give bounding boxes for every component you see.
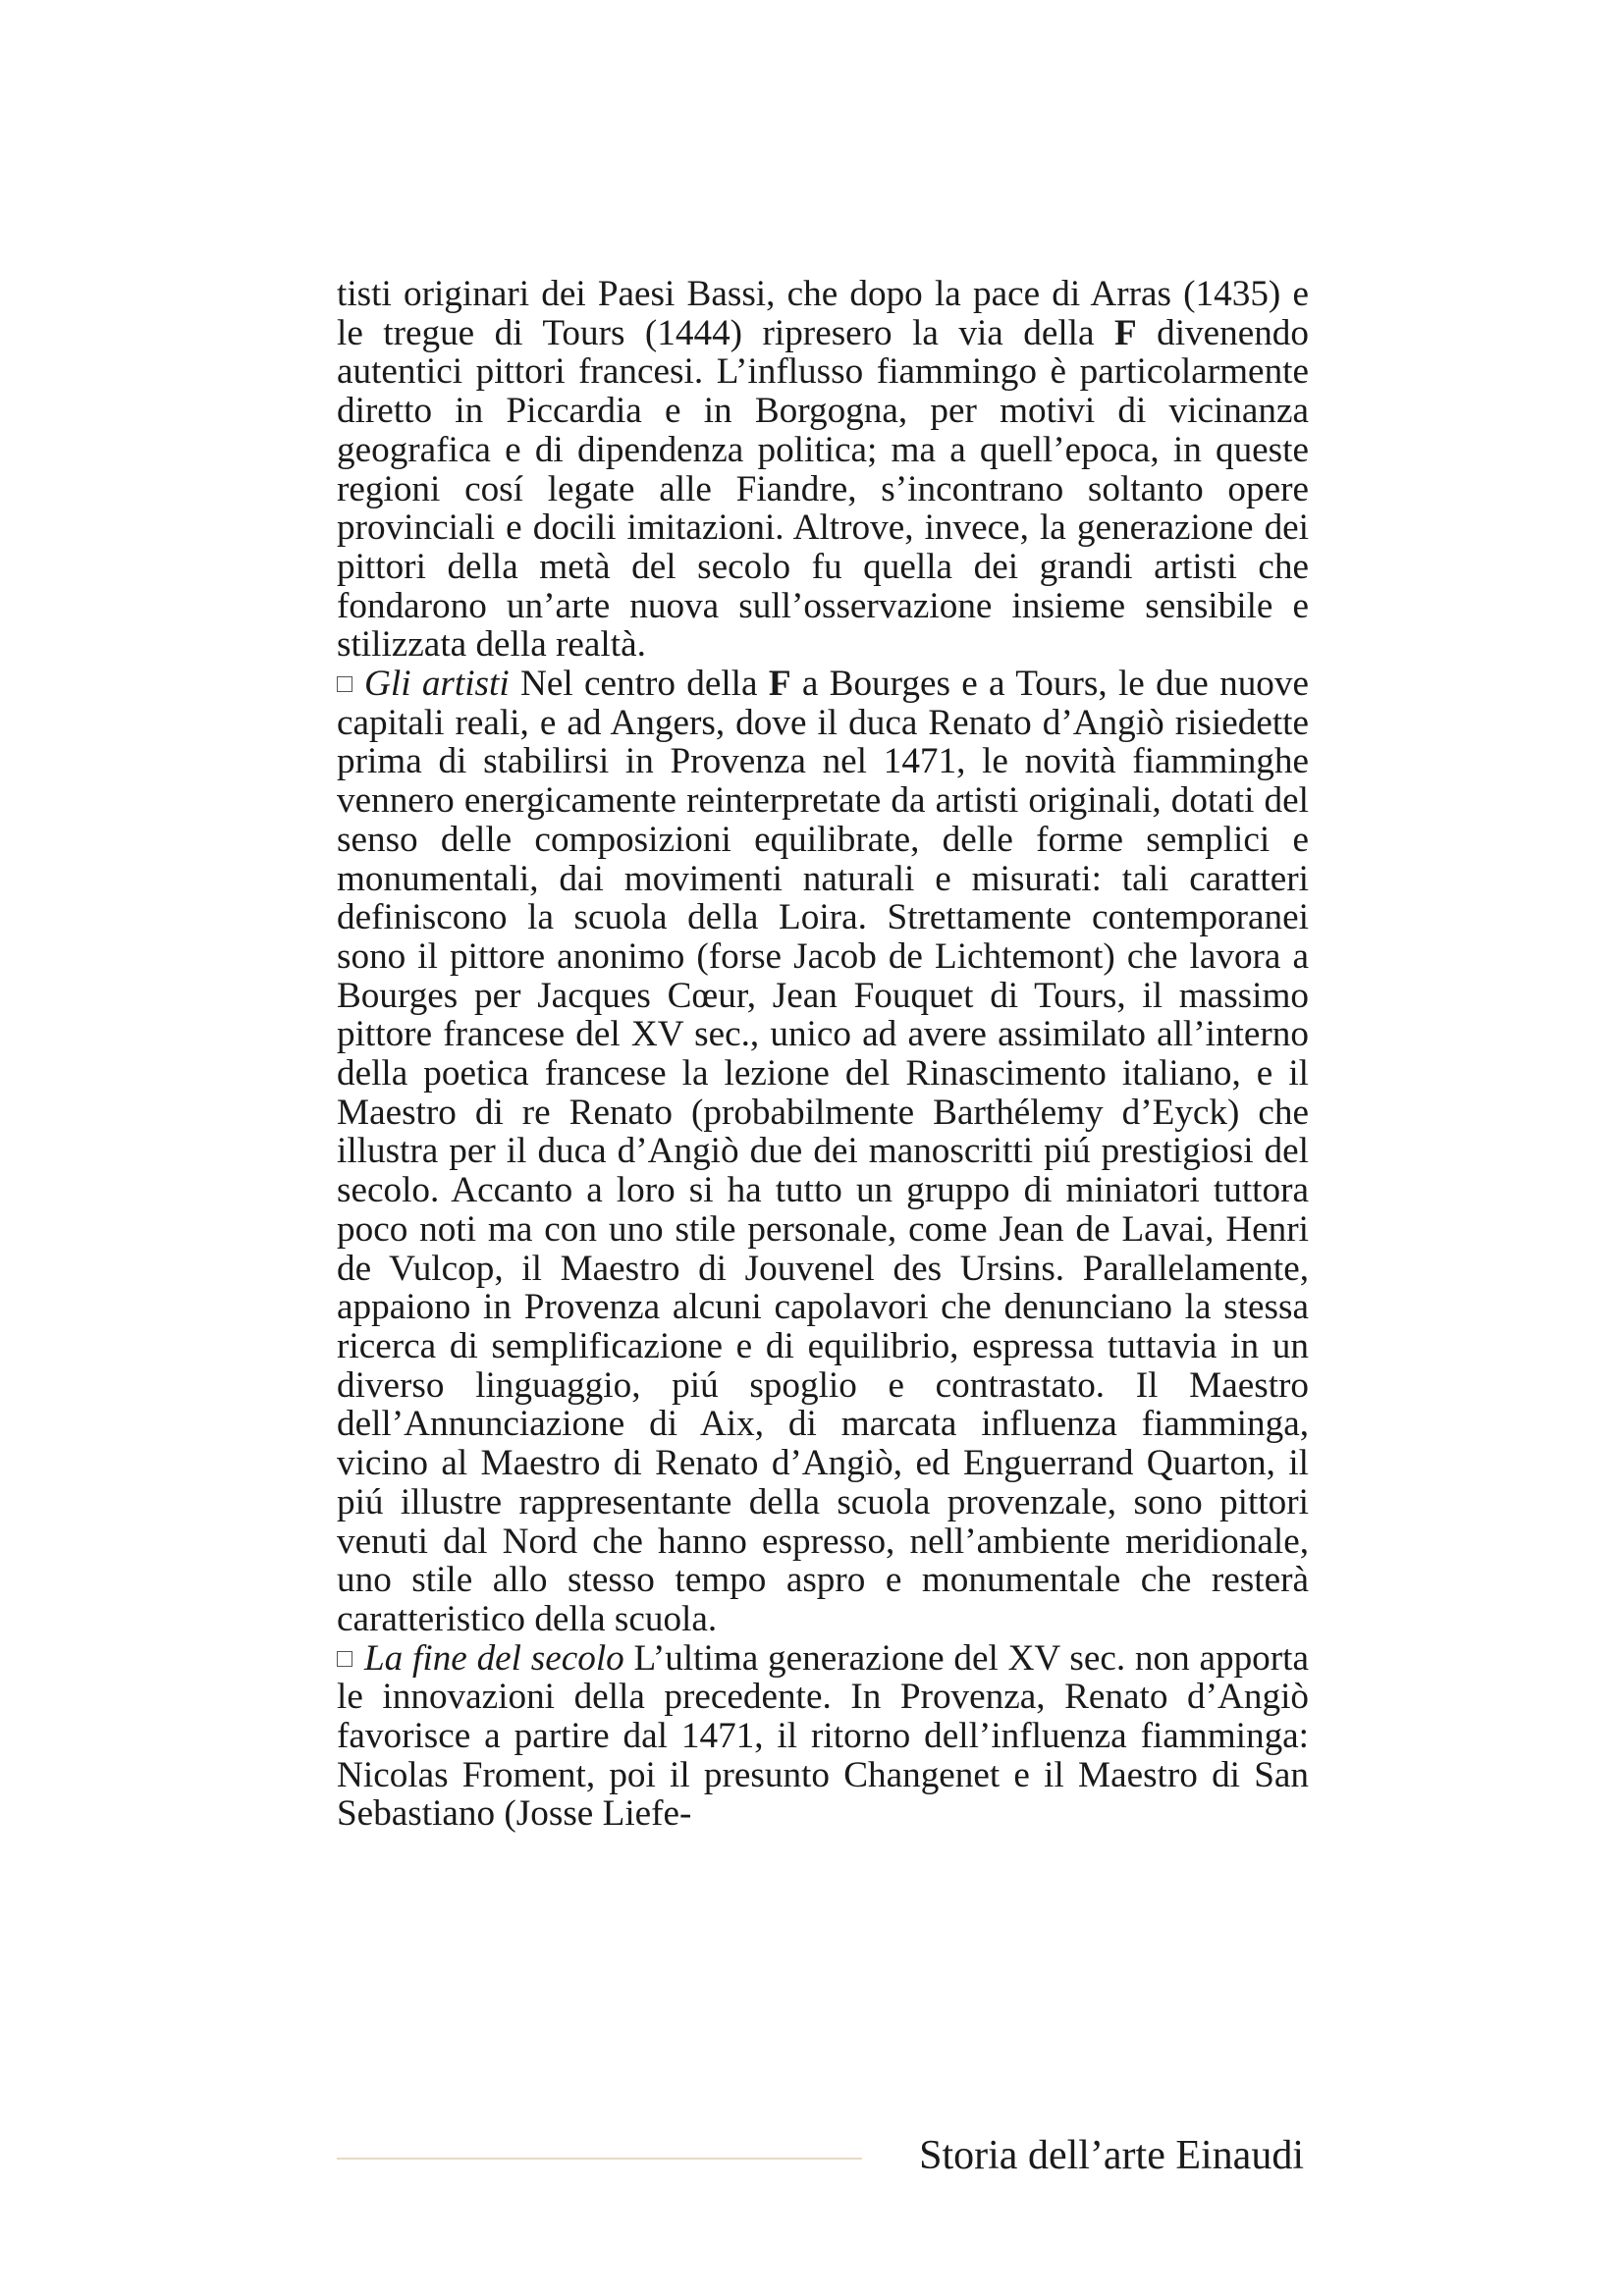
footer-title: Storia dell’arte Einaudi: [919, 2133, 1304, 2178]
section-marker-icon: [337, 676, 352, 692]
body-text: [337, 275, 1309, 1834]
paragraph: [337, 665, 1309, 1639]
paragraph: [337, 1639, 1309, 1835]
paragraph: [337, 275, 1309, 665]
paragraph-text: tisti originari dei Paesi Bassi, che dopo la pace di Arras (1435) e le tregue di Tours (1444) ripresero la via della: [337, 274, 1309, 353]
paragraph-text: a Bourges e a Tours, le due nuove capitali reali, e ad Angers, dove il duca Renato d’Angiò risiedette prima di stabilirsi in Provenza nel 1471, le novità fiamminghe vennero energicamente reinterpretate da artisti originali, dotati del senso delle composizioni equilibrate, delle forme semplici e monumentali, dai movimenti naturali e misurati: tali caratteri definiscono la scuola della Loira. Strettamente contemporanei sono il pittore anonimo (forse Jacob de Lichtemont) che lavora a Bourges per Jacques Cœur, Jean Fouquet di Tours, il massimo pittore francese del XV sec., unico ad avere assimilato all’interno della poetica francese la lezione del Rinascimento italiano, e il Maestro di re Renato (probabilmente Barthélemy d’Eyck) che illustra per il duca d’Angiò due dei manoscritti piú prestigiosi del secolo. Accanto a loro si ha tutto un gruppo di miniatori tuttora poco noti ma con uno stile personale, come Jean de Lavai, Henri de Vulcop, il Maestro di Jouvenel des Ursins. Parallelamente, appaiono in Provenza alcuni capolavori che denunciano la stessa ricerca di semplificazione e di equilibrio, espressa tuttavia in un diverso linguaggio, piú spoglio e contrastato. Il Maestro dell’Annunciazione di Aix, di marcata influenza fiamminga, vicino al Maestro di Renato d’Angiò, ed Enguerrand Quarton, il piú illustre rappresentante della scuola provenzale, sono pittori venuti dal Nord che hanno espresso, nell’ambiente meridionale, uno stile allo stesso tempo aspro e monumentale che resterà caratteristico della scuola.: [337, 664, 1309, 1639]
footer-divider: [337, 2158, 862, 2160]
paragraph-text: L’ultima generazione del XV sec. non apporta le innovazioni della precedente. In Provenza, Renato d’Angiò favorisce a partire dal 1471, il ritorno dell’influenza fiamminga: Nicolas Froment, poi il presunto Changenet e il Maestro di San Sebastiano (Josse Liefe-: [337, 1637, 1309, 1835]
france-abbreviation: F: [1113, 312, 1137, 353]
paragraph-text: divenendo autentici pittori francesi. L’influsso fiammingo è particolarmente diretto in Piccardia e in Borgogna, per motivi di vicinanza geografica e di dipendenza politica; ma a quell’epoca, in queste regioni cosí legate alle Fiandre, s’incontrano soltanto opere provinciali e docili imitazioni. Altrove, invece, la generazione dei pittori della metà del secolo fu quella dei grandi artisti che fondarono un’arte nuova sull’osservazione insieme sensibile e stilizzata della realtà.: [337, 312, 1309, 666]
section-marker-icon: [337, 1651, 352, 1667]
paragraph-text: Nel centro della: [509, 664, 769, 705]
france-abbreviation: F: [768, 664, 791, 705]
section-lead: La fine del secolo: [364, 1637, 624, 1679]
section-lead: Gli artisti: [364, 664, 510, 705]
